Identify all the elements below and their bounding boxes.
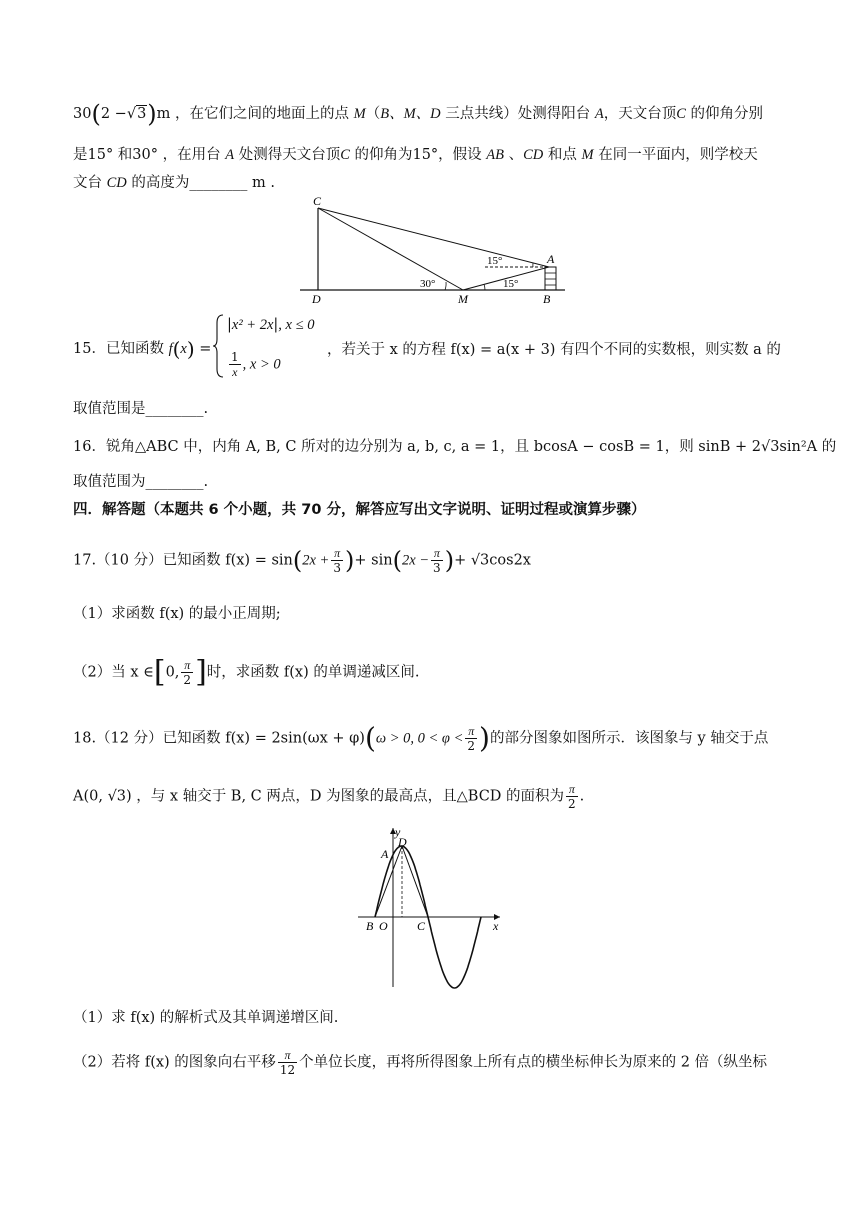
sine-graph [355, 822, 505, 992]
p14-line2: 是15° 和30° ，在用台 A 处测得天文台顶C 的仰角为15°，假设 AB 、CD 和点 M 在同一平面内，则学校天 [73, 147, 758, 163]
p15-case2: $\frac{1}{x}$ , x > 0 [231, 350, 281, 379]
segment-bd [375, 846, 402, 917]
p16-line2: 取值范围为________. [73, 474, 209, 490]
p18-q1: （1）求 f(x) 的解析式及其单调递增区间. [73, 1010, 339, 1026]
label-d: D [312, 292, 321, 305]
label-c: C [313, 194, 322, 208]
p14-line1: 30(2 −√3)m ，在它们之间的地面上的点 M（B、M、D 三点共线）处测得阳台 A，天文台顶C 的仰角分别 [73, 100, 764, 128]
label-b: B [366, 919, 374, 933]
p15-head: 15．已知函数 f(x) = [73, 337, 212, 361]
label-b: B [543, 292, 551, 305]
label-a: A [547, 252, 555, 266]
p17-formula: 17.（10 分）已知函数 f(x) = sin(2x + $\frac{\pi}{3}$ )+ sin(2x − $\frac{\pi}{3}$ )+ √3cos2x [73, 546, 531, 575]
label-15-bottom: 15° [503, 278, 519, 290]
segment-dc [402, 846, 428, 917]
p14-line3: 文台 CD 的高度为________ m . [73, 175, 275, 191]
p18-line2: A(0, √3) ，与 x 轴交于 B, C 两点，D 为图象的最高点，且△BCD 的面积为 $\frac{\pi}{2}$ . [73, 782, 585, 811]
p18-q2: （2）若将 f(x) 的图象向右平移 $\frac{\pi}{12}$ 个单位长度，再将所得图象上所有点的横坐标伸长为原来的 2 倍（纵坐标 [73, 1048, 768, 1077]
building-ab [545, 267, 556, 290]
label-15-top: 15° [487, 255, 503, 267]
p16-line1: 16．锐角△ABC 中，内角 A, B, C 所对的边分别为 a, b, c, a = 1，且 bcosA − cosB = 1，则 sinB + 2√3sin²A 的 [73, 439, 837, 455]
piecewise-brace [213, 313, 225, 379]
label-m: M [458, 292, 468, 305]
label-y: y [395, 825, 401, 839]
label-c: C [417, 919, 426, 933]
angle-15-bottom-arc [484, 284, 485, 290]
line-cm [318, 208, 463, 290]
label-x: x [493, 919, 499, 933]
angle-30-arc [445, 282, 446, 290]
label-a: A [381, 847, 389, 861]
p17-q2: （2）当 x ∈[0, $\frac{\pi}{2}$ ]时，求函数 f(x) 的单调递减区间. [73, 654, 420, 690]
label-30: 30° [420, 278, 436, 290]
observatory-diagram [295, 193, 570, 305]
p17-q1: （1）求函数 f(x) 的最小正周期; [73, 606, 281, 622]
label-d: D [398, 835, 407, 849]
p15-line2: 取值范围是________. [73, 401, 209, 417]
p15-mid: ，若关于 x 的方程 f(x) = a(x + 3) 有四个不同的实数根，则实数 a 的 [327, 342, 781, 358]
label-o: O [379, 919, 388, 933]
p18-formula: 18.（12 分）已知函数 f(x) = 2sin(ωx + φ)(ω > 0, 0 < φ < $\frac{\pi}{2}$ )的部分图象如图所示．该图象与 y 轴交于点 [73, 721, 769, 755]
section-4-title: 四．解答题（本题共 6 个小题，共 70 分，解答应写出文字说明、证明过程或演算步骤） [73, 502, 646, 518]
p15-case1: |x² + 2x|, x ≤ 0 [227, 317, 315, 333]
line-ca [318, 208, 549, 267]
